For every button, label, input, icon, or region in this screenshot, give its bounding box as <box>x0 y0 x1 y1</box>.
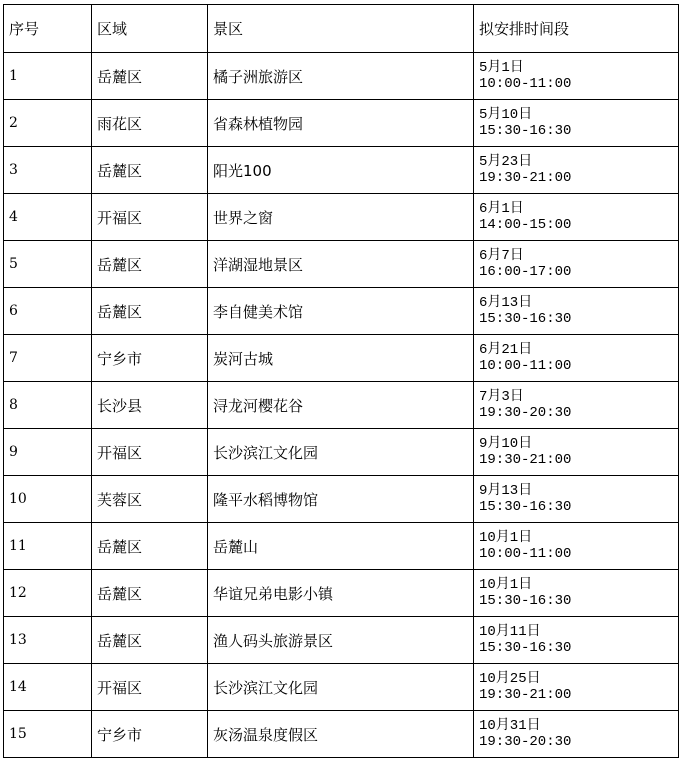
row-district: 芙蓉区 <box>92 476 208 523</box>
table-row <box>4 664 679 711</box>
row-index: 4 <box>4 194 92 241</box>
row-scenic-spot: 阳光100 <box>208 147 474 194</box>
row-time-range: 15:30-16:30 <box>479 123 572 139</box>
row-scenic-spot: 灰汤温泉度假区 <box>208 711 474 758</box>
row-district: 宁乡市 <box>92 335 208 382</box>
row-district: 岳麓区 <box>92 617 208 664</box>
table-row <box>4 429 679 476</box>
row-date: 10月1日 <box>479 577 533 593</box>
table-row <box>4 100 679 147</box>
row-date: 10月11日 <box>479 624 541 640</box>
row-district: 长沙县 <box>92 382 208 429</box>
row-index: 12 <box>4 570 92 617</box>
row-schedule <box>474 100 679 147</box>
row-district: 雨花区 <box>92 100 208 147</box>
table-row <box>4 523 679 570</box>
row-time-range: 15:30-16:30 <box>479 593 572 609</box>
row-date: 5月23日 <box>479 154 533 170</box>
row-time-range: 15:30-16:30 <box>479 311 572 327</box>
row-scenic-spot: 华谊兄弟电影小镇 <box>208 570 474 617</box>
table-row <box>4 382 679 429</box>
row-schedule <box>474 147 679 194</box>
row-date: 10月31日 <box>479 718 541 734</box>
row-time-range: 14:00-15:00 <box>479 217 572 233</box>
table-header-row <box>4 5 679 53</box>
table-row <box>4 570 679 617</box>
row-schedule <box>474 241 679 288</box>
row-index: 10 <box>4 476 92 523</box>
row-schedule <box>474 711 679 758</box>
row-district: 岳麓区 <box>92 53 208 100</box>
row-date: 9月10日 <box>479 436 533 452</box>
row-time-range: 10:00-11:00 <box>479 76 572 92</box>
table-row <box>4 476 679 523</box>
table-body <box>4 53 679 758</box>
header-index: 序号 <box>4 5 92 53</box>
table-row <box>4 711 679 758</box>
row-schedule <box>474 476 679 523</box>
schedule-table <box>3 4 679 758</box>
row-district: 岳麓区 <box>92 147 208 194</box>
row-schedule <box>474 523 679 570</box>
table-row <box>4 194 679 241</box>
row-time-range: 19:30-21:00 <box>479 452 572 468</box>
row-index: 2 <box>4 100 92 147</box>
table-row <box>4 241 679 288</box>
row-date: 7月3日 <box>479 389 524 405</box>
row-index: 15 <box>4 711 92 758</box>
row-date: 6月21日 <box>479 342 533 358</box>
row-index: 13 <box>4 617 92 664</box>
row-date: 5月10日 <box>479 107 533 123</box>
row-district: 宁乡市 <box>92 711 208 758</box>
row-scenic-spot: 洋湖湿地景区 <box>208 241 474 288</box>
row-index: 3 <box>4 147 92 194</box>
row-district: 岳麓区 <box>92 241 208 288</box>
row-time-range: 19:30-20:30 <box>479 734 572 750</box>
row-schedule <box>474 382 679 429</box>
table-row <box>4 335 679 382</box>
row-index: 8 <box>4 382 92 429</box>
row-scenic-spot: 省森林植物园 <box>208 100 474 147</box>
row-schedule <box>474 194 679 241</box>
table-row <box>4 53 679 100</box>
row-schedule <box>474 617 679 664</box>
row-district: 开福区 <box>92 194 208 241</box>
row-time-range: 19:30-21:00 <box>479 170 572 186</box>
row-time-range: 16:00-17:00 <box>479 264 572 280</box>
row-time-range: 10:00-11:00 <box>479 546 572 562</box>
row-index: 5 <box>4 241 92 288</box>
header-district: 区域 <box>92 5 208 53</box>
row-schedule <box>474 429 679 476</box>
row-schedule <box>474 53 679 100</box>
row-scenic-spot: 炭河古城 <box>208 335 474 382</box>
table-row <box>4 288 679 335</box>
row-scenic-spot: 岳麓山 <box>208 523 474 570</box>
row-scenic-spot: 世界之窗 <box>208 194 474 241</box>
table-row <box>4 617 679 664</box>
row-index: 7 <box>4 335 92 382</box>
row-scenic-spot: 橘子洲旅游区 <box>208 53 474 100</box>
row-district: 岳麓区 <box>92 570 208 617</box>
row-schedule <box>474 664 679 711</box>
row-time-range: 19:30-20:30 <box>479 405 572 421</box>
row-scenic-spot: 长沙滨江文化园 <box>208 429 474 476</box>
row-date: 6月1日 <box>479 201 524 217</box>
row-schedule <box>474 570 679 617</box>
row-date: 9月13日 <box>479 483 533 499</box>
header-scenic-spot: 景区 <box>208 5 474 53</box>
row-time-range: 15:30-16:30 <box>479 640 572 656</box>
row-date: 5月1日 <box>479 60 524 76</box>
row-schedule <box>474 335 679 382</box>
row-index: 9 <box>4 429 92 476</box>
row-index: 14 <box>4 664 92 711</box>
row-date: 6月13日 <box>479 295 533 311</box>
row-scenic-spot: 渔人码头旅游景区 <box>208 617 474 664</box>
header-schedule: 拟安排时间段 <box>474 5 679 53</box>
row-schedule <box>474 288 679 335</box>
table-row <box>4 147 679 194</box>
row-time-range: 15:30-16:30 <box>479 499 572 515</box>
row-scenic-spot: 浔龙河樱花谷 <box>208 382 474 429</box>
row-district: 开福区 <box>92 429 208 476</box>
row-time-range: 19:30-21:00 <box>479 687 572 703</box>
row-district: 岳麓区 <box>92 523 208 570</box>
row-index: 6 <box>4 288 92 335</box>
row-district: 岳麓区 <box>92 288 208 335</box>
row-date: 10月1日 <box>479 530 533 546</box>
row-district: 开福区 <box>92 664 208 711</box>
row-index: 11 <box>4 523 92 570</box>
row-date: 10月25日 <box>479 671 541 687</box>
row-scenic-spot: 李自健美术馆 <box>208 288 474 335</box>
row-scenic-spot: 长沙滨江文化园 <box>208 664 474 711</box>
row-date: 6月7日 <box>479 248 524 264</box>
row-scenic-spot: 隆平水稻博物馆 <box>208 476 474 523</box>
row-index: 1 <box>4 53 92 100</box>
row-time-range: 10:00-11:00 <box>479 358 572 374</box>
